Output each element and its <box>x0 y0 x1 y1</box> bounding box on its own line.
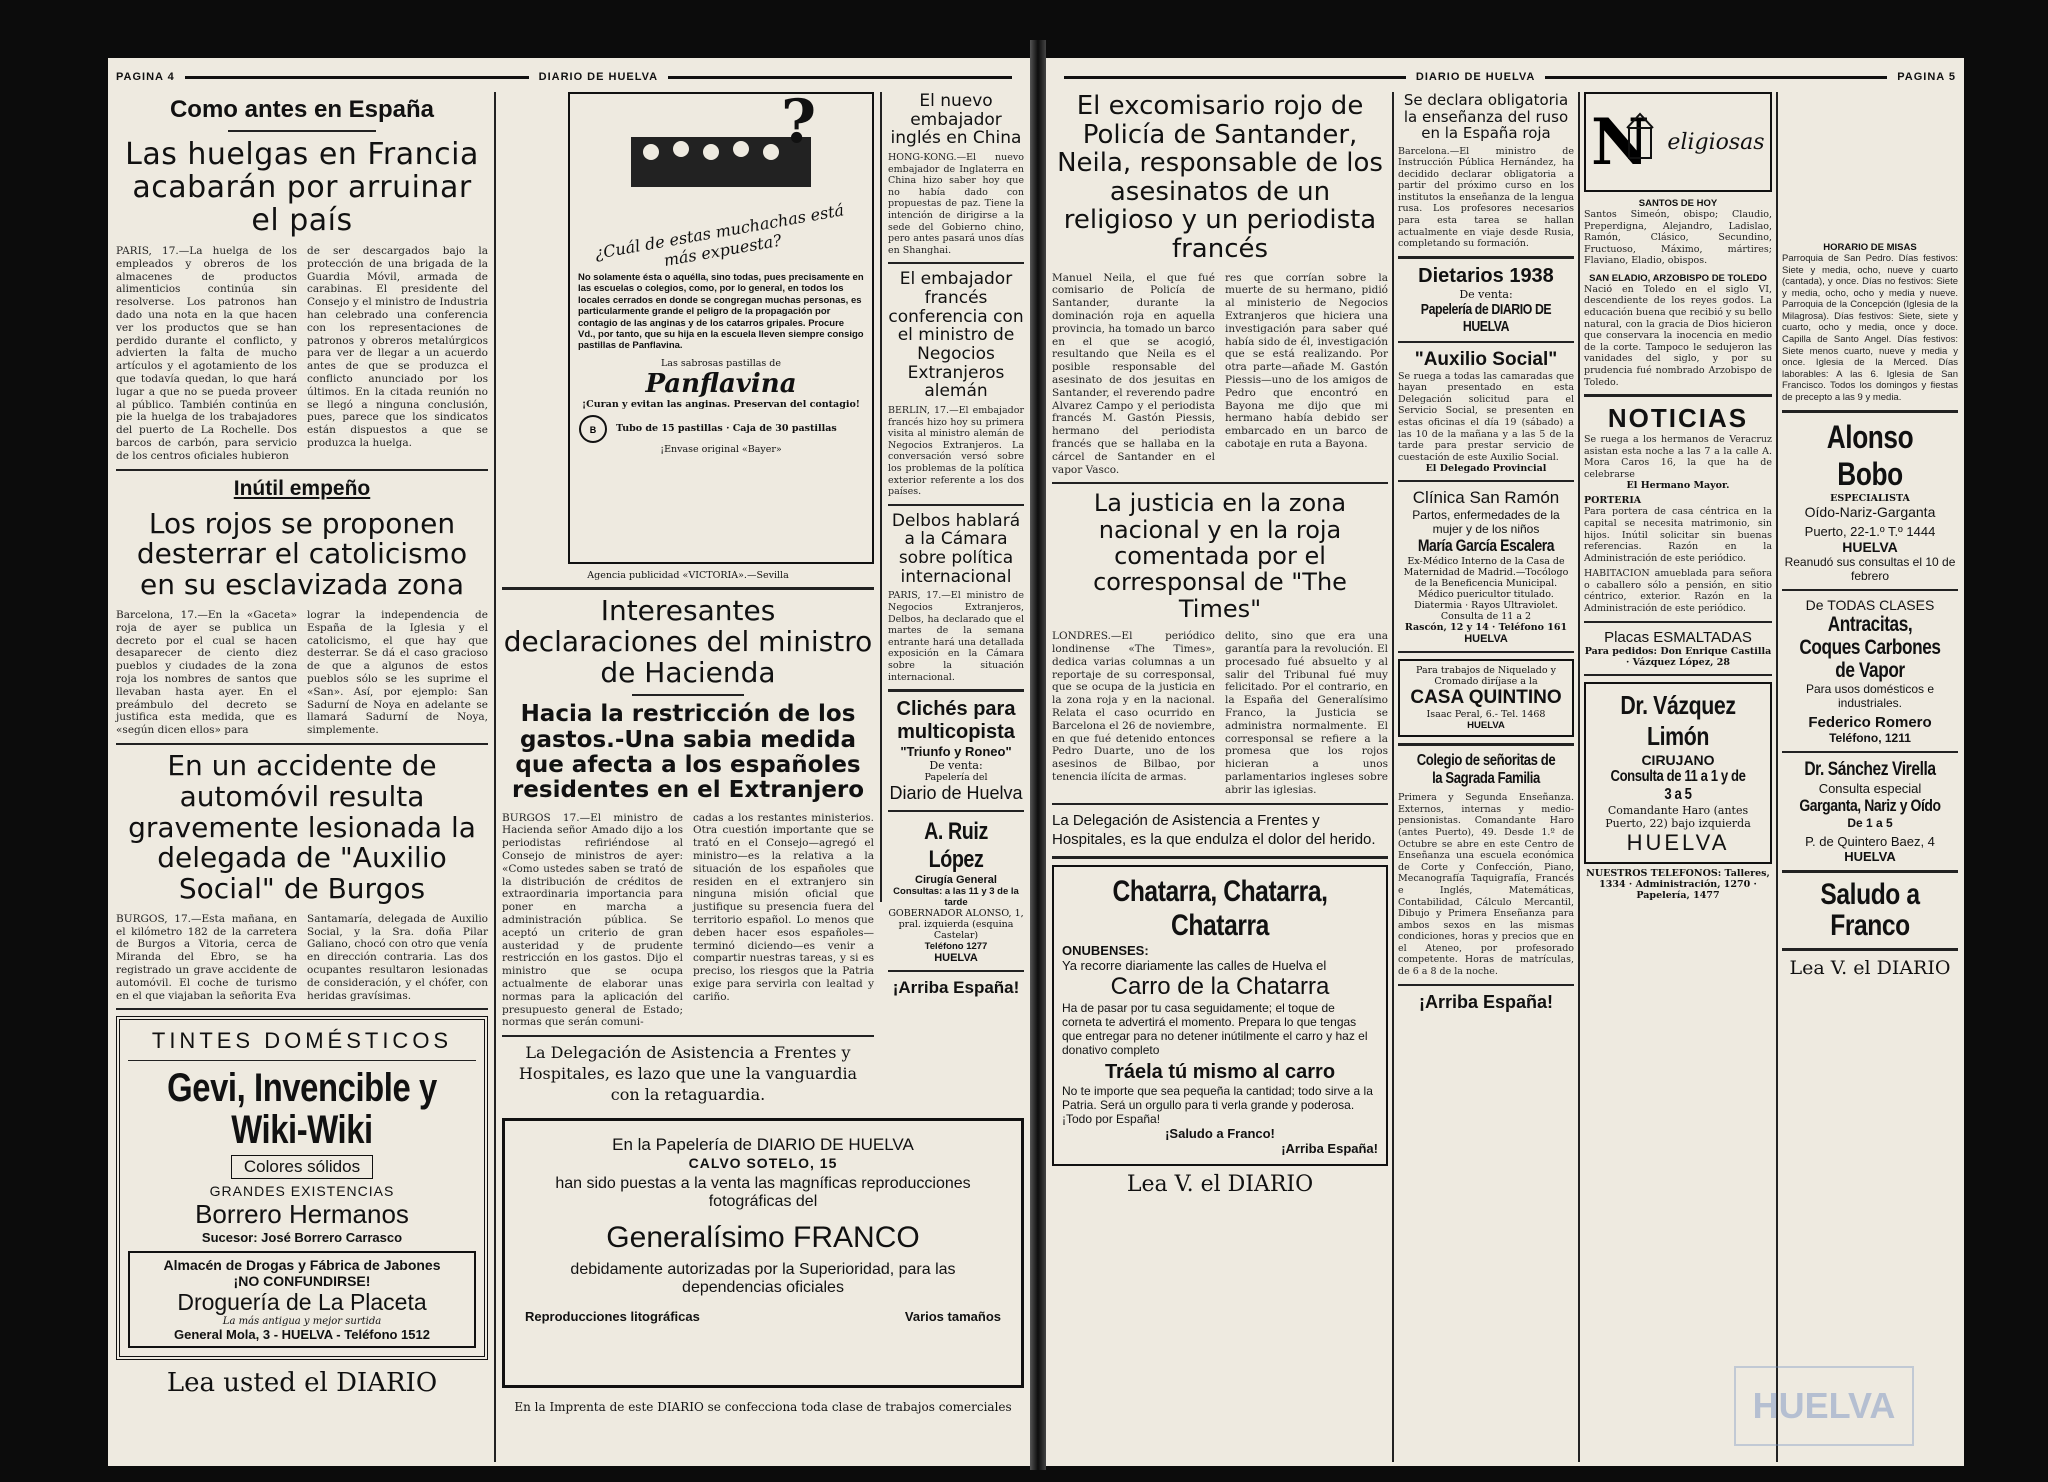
headline: Las huelgas en Francia acabarán por arruinar el país <box>125 137 479 238</box>
church-icon <box>1591 102 1661 182</box>
eladio-continued <box>1782 92 1958 242</box>
doctor-name: A. Ruiz López <box>924 818 988 874</box>
svg-text:N: N <box>1591 105 1650 180</box>
archive-watermark: HUELVA <box>1734 1366 1914 1446</box>
p5-column-1 <box>1052 92 1388 1462</box>
headline: Interesantes declaraciones del ministro de Hacienda <box>503 594 873 689</box>
headline: La justicia en la zona nacional y en la roja comentada por el corresponsal de "The Times" <box>1093 489 1347 623</box>
svg-text:?: ? <box>781 87 817 157</box>
ad-dr-sanchez-virella: Dr. Sánchez Virella Consulta especial Garganta, Nariz y Oído De 1 a 5 P. de Quintero Baez, 4 HUELVA <box>1799 758 1941 864</box>
article-body: BURGOS, 17.—Esta mañana, en el kilómetro 182 de la carretera de Burgos a Vitoria, cerca de Miranda del Ebro, se ha registrado un grave accidente de automóvil. El coche de turismo en el que viajaban la señorita Eva Santamaría, delegada de Auxilio Social, y la Sra. doña Pilar Galiano, chocó con otro que venía en dirección contraria. Las dos ocupantes resultaron lesionadas de consideración, y el chófer, con heridas gravísimas. <box>116 912 488 1002</box>
lea-diario: Lea V. el DIARIO <box>1789 956 1951 979</box>
page-5-header <box>1054 66 1956 88</box>
svg-text:B: B <box>589 424 597 435</box>
ad-carbones: De TODAS CLASES Antracitas, Coques Carbones de Vapor Para usos domésticos e industriales. Federico Romero Teléfono, 1211 <box>1799 596 1941 745</box>
ad-tintes-domesticos: TINTES DOMÉSTICOS Gevi, Invencible y Wiki-Wiki Colores sólidos GRANDES EXISTENCIAS Borrero Hermanos Sucesor: José Borrero Carrasco Almacén de Drogas y Fábrica de Jabones ¡NO CONFUNDIRSE! Droguería de La Placeta La más antigua y mejor surtida General Mola, 3 - HUELVA - Teléfono 1512 <box>116 1016 488 1360</box>
saludo-franco: Saludo a Franco <box>1820 877 1920 943</box>
ad-retratos-franco: En la Papelería de DIARIO DE HUELVA CALVO SOTELO, 15 han sido puestas a la venta las magníficas reproducciones fotográficas del Generalísimo FRANCO debidamente autorizadas por la Superioridad, para las dependencias oficiales Reproducciones litográficas Varios tamaños <box>502 1118 1024 1388</box>
headline: Los rojos se proponen desterrar el catolicismo en su esclavizada zona <box>136 506 468 602</box>
article-body: BURGOS 17.—El ministro de Hacienda señor Amado dijo a los periodistas refiriéndose al Consejo de ministros de ayer: «Como ustedes saben se trató de la distribución de créditos de extraordinaria importancia para poner en marcha a administración pública. Se aceptó un criterio de gran austeridad y de prudente restricción en los gastos. Dijo el ministro que se ocupa actualmente de elaborar unas normas para la aplicación del presupuesto general de Estado; normas que serán comuni- cadas a los restantes ministerios. Otra cuestión importante que se trató en el Consejo—agregó el ministro—es la relativa a la situación de los españoles que residen en el extranjero sin ninguna misión oficial que justifique su presencia fuera del territorio español. Lo menos que deben hacer esos españoles—terminó diciendo—es venir a compartir nuestras tareas, y si es preciso, los riesgos que la Patria exige para servirla con lealtad y cariño. <box>502 811 874 1029</box>
ad-panflavina: ? ¿Cuál de estas muchachas está más expuesta? No solamente ésta o aquélla, sino todas, pues precisamente en las escuelas o colegios, como, por lo general, en todos los locales cerrados en donde se congregan muchas personas, es particularmente grande el peligro de la propagación por contagio de las anginas y de los catarros gripales. Procure Vd., por tanto, que su hija en la escuela lleven siempre consigo pastillas de Panflavina. Las sabrosas pastillas de Panflavina ¡Curan y evitan las anginas. Preservan del contagio! B Tubo de 15 pastillas · Caja de 30 pastillas ¡Envase original «Bayer» <box>568 92 874 564</box>
page-5 <box>1046 58 1964 1466</box>
kicker: Como antes en España <box>169 96 435 123</box>
article-body: Manuel Neila, el que fué comisario de Policía de Santander, durante la dominación roja en aquella provincia, ha tomado un barco en el que se acogió, resultando que Neila es el posible responsable del asesinato de dos jesuitas en Santander, el reverendo padre Alvarez Campo y el periodista francés M. Gastón Piessis, hermano del periodista francés que se hallaba en la cárcel de Santander en el vapor Vasco. res que corrían sobre la muerte de su hermano, pidió al ministerio de Negocios Extranjeros que hiciera una investigación para saber qué había sido de él, investigación que se está realizando. Por otra parte—añade M. Gastón Piessis—uno de los amigos de Pedro que encontró en Bayona me dijo que mi hermano había debido ser embarcado en un barco de cabotaje en ruta a Bayona. <box>1052 271 1388 476</box>
subheadline: Hacia la restricción de los gastos.-Una sabia medida que afecta a los españoles residentes en el Extranjero <box>511 701 865 804</box>
headline: En un accidente de automóvil resulta gravemente lesionada la delegada de "Auxilio Social" de Burgos <box>128 748 476 906</box>
ad-brands: Gevi, Invencible y Wiki-Wiki <box>167 1066 437 1153</box>
bayer-cross-icon <box>578 414 608 444</box>
page-number: PAGINA 4 <box>116 71 175 83</box>
article-body: Barcelona, 17.—En la «Gaceta» roja de ayer se publica un decreto por el cual se hacen desaparecer de ciento diez pueblos y ciudades de la zona roja los nombres de santos que llevaban hasta ayer. En el preámbulo del decreto se justifica esta medida, que es «según dicen ellos» para lograr la independencia de España de la Iglesia y el catolicismo, el que hay que desterrar. Se dá el caso gracioso de que a algunos de estos pueblos sólo se les suprime el «San». Así, por ejemplo: San Sadurní de Noya en adelante se llamará Sadurní de Noya, simplemente. <box>116 608 488 737</box>
kicker: Inútil empeño <box>233 476 371 500</box>
page-4 <box>108 58 1030 1466</box>
p5-column-4: HORARIO DE MISAS Parroquia de San Pedro. Días festivos: Siete y media, ocho, nueve y cuarto (cantada), y once. Días no festivos: Siete y media, ocho, ocho y media y nueve. Parroquia de la Concepción (Iglesia de la Milagrosa). Días festivos: Siete, siete y cuarto, ocho y media, once y doce. Capilla de Santo Angel. Días festivos: Siete menos cuarto, nueve y media y once. Iglesia de la Merced. Días laborables: A las 6. Iglesia de San Francisco. Todos los domingos y fiestas de precepto a las 9 y media. Alonso Bobo ESPECIALISTA Oído-Nariz-Garganta Puerto, 22-1.º T.º 1444 HUELVA Reanudó sus consultas el 10 de febrero De TODAS CLASES Antracitas, Coques Carbones de Vapor Para usos domésticos e industriales. Federico Romero Teléfono, 1211 Dr. Sánchez Virella Consulta especial Garganta, Nariz y Oído De 1 a 5 P. de Quintero Baez, 4 HUELVA Saludo a Franco Lea V. el DIARIO <box>1782 92 1958 1462</box>
lea-diario: Lea usted el DIARIO <box>166 1368 438 1399</box>
binding-gutter <box>1030 40 1046 1470</box>
ad-casa-quintino: Para trabajos de Niquelado y Cromado diríjase a la CASA QUINTINO Isaac Peral, 6.- Tel. 1468 HUELVA <box>1398 659 1574 737</box>
paper-name: DIARIO DE HUELVA <box>538 71 659 83</box>
article-body: LONDRES.—El periódico londinense «The Times», dedica varias columnas a un reportaje de su corresponsal, que se ocupa de la justicia en la zona roja y en la nacional. Relata el caso ocurrido en Barcelona el 26 de noviembre, en que fué detenido entonces Pedro Duarte, uno de los asesinos de Bilbao, por tenencia ilícita de armas. delito, sino que era una garantía para la revolución. El procesado fué absuelto y al salir del Tribunal fué muy felicitado. Por el contrario, en la España del Generalísimo Franco, la Justicia se administra normalmente. El corresponsal se refiere a la promesa que los rojos hicieran a unos parlamentarios ingleses sobre abrir las iglesias. <box>1052 630 1388 796</box>
girls-illustration-icon <box>631 87 817 217</box>
p5-column-3: N eligiosas SANTOS DE HOY Santos Simeón, obispo; Claudio, Preperdigna, Alejandro, Ladislao, Ramón, Clásico, Secundino, Fructuoso, Máximo, mártires; Flaviano, Eladio, obispos. SAN ELADIO, ARZOBISPO DE TOLEDO Nació en Toledo en el siglo VI, descendiente de los reyes godos. La educación buena que recibió y su bello natural, con la gracia de Dios hicieron que conservara la inocencia en medio de la corte. Tampoco le sedujeron las vanidades del siglo, y por su prudencia fué nombrado Arzobispo de Toledo. NOTICIAS Se ruega a los hermanos de Veracruz asistan esta noche a las 7 a la calle A. Mora Caros 16, la que ha de celebrarse El Hermano Mayor. PORTERIA Para portera de casa céntrica en la capital se necesita matrimonio, sin hijos. Inútil solicitar sin buenas referencias. Razón en la Administración de este periódico. HABITACION amueblada para señora o caballero sólo a pensión, en sitio céntrico, exterior. Razón en la Administración de este periódico. Placas ESMALTADAS Para pedidos: Don Enrique Castilla · Vázquez López, 28 Dr. Vázquez Limón CIRUJANO Consulta de 11 a 1 y de 3 a 5 Comandante Haro (antes Puerto, 22) bajo izquierda HUELVA NUESTROS TELEFONOS: Talleres, 1334 · Administración, 1270 · Papelería, 1477 <box>1584 92 1772 1462</box>
delegacion-note: La Delegación de Asistencia a Frentes y Hospitales, es la que endulza el dolor del herido. <box>1052 811 1376 849</box>
ad-chatarra: Chatarra, Chatarra, Chatarra ONUBENSES: Ya recorre diariamente las calles de Huelva el Carro de la Chatarra Ha de pasar por tu casa seguidamente; el toque de corneta te advertirá el momento. Prepara lo que tengas que entregar para no detener inútilmente el carro y haz el donativo completo Tráela tú mismo al carro No te importe que sea pequeña la cantidad; todo sirve a la Patria. Será un orgullo para ti verla grande y poderosa. ¡Todo por España! ¡Saludo a Franco! ¡Arriba España! <box>1052 865 1388 1166</box>
p5-column-2: Se declara obligatoria la enseñanza del ruso en la España roja Barcelona.—El ministro de Instrucción Pública Hernández, ha decidido declarar obligatoria a partir del próximo curso en los institutos la enseñanza de la lengua rusa. Los profesores necesarios para esta tarea se hallan actualmente en viaje desde Rusia, completando su formación. Dietarios 1938 De venta: Papelería de DIARIO DE HUELVA "Auxilio Social" Se ruega a todas las camaradas que hayan presentado en esta Delegación solicitud para el Servicio Social, se presenten en estas oficinas el día 19 (sábado) a las 10 de la mañana y a las 5 de la tarde para prestar servicio de cuestación de este Auxilio Social. El Delegado Provincial Clínica San Ramón Partos, enfermedades de la mujer y de los niños María García Escalera Ex-Médico Interno de la Casa de Maternidad de Madrid.—Tocólogo de la Beneficencia Municipal. Médico puericultor titulado. Diatermia · Rayos Ultraviolet. Consulta de 11 a 2 Rascón, 12 y 14 · Teléfono 161 HUELVA Para trabajos de Niquelado y Cromado diríjase a la CASA QUINTINO Isaac Peral, 6.- Tel. 1468 HUELVA Colegio de señoritas de la Sagrada Familia Primera y Segunda Enseñanza. Externos, internas y medio-pensionistas. Comandante Haro (antes Puerto), 49. Desde 1.º de Octubre se abre en este Centro de Enseñanza una escuela económica de Corte y Confección, Piano, Mecanografía Taquigrafía, Francés e Inglés, Matemáticas, Contabilidad, Cálculo Mercantil, Dibujo y Primera Enseñanza para ambos sexos en las mismas condiciones, horas y precios que en el Ateneo, por profesorado competente. Horas de matrículas, de 6 a 8 de la noche. ¡Arriba España! <box>1398 91 1574 1012</box>
lea-diario: Lea V. el DIARIO <box>1126 1171 1314 1197</box>
p4-column-3: El nuevo embajador inglés en China HONG-KONG.—El nuevo embajador de Inglaterra en China hizo saber hoy que no había dado con propuestas de paz. Tiene la intención de dirigirse a la sede del Gobierno chino, pero antes pasará unos días en Shanghai. El embajador francés conferencia con el ministro de Negocios Extranjeros alemán BERLIN, 17.—El embajador francés hizo hoy su primera visita al ministro alemán de Negocios Extranjeros. La conversación versó sobre los problemas de la política exterior referente a los dos países. Delbos hablará a la Cámara sobre política internacional PARIS, 17.—El ministro de Negocios Extranjeros, Delbos, ha declarado que el martes de la semana entrante hará una detallada exposición en la Cámara sobre la situación internacional. Clichés para multicopista "Triunfo y Roneo" De venta: Papelería del Diario de Huelva A. Ruiz López Cirugía General Consultas: a las 11 y 3 de la tarde GOBERNADOR ALONSO, 1, pral. izquierda (esquina Castelar) Teléfono 1277 HUELVA ¡Arriba España! <box>888 91 1024 998</box>
page-number: PAGINA 5 <box>1897 71 1957 83</box>
brand-panflavina: Panflavina <box>645 368 797 399</box>
ad-alonso-bobo: Alonso Bobo ESPECIALISTA Oído-Nariz-Garganta Puerto, 22-1.º T.º 1444 HUELVA Reanudó sus consultas el 10 de febrero <box>1784 418 1956 583</box>
headline: El excomisario rojo de Policía de Santander, Neila, responsable de los asesinatos de un religioso y un periodista francés <box>1057 91 1383 264</box>
article-body: PARIS, 17.—La huelga de los empleados y obreros de los almacenes de productos alimenticios continúa sin resolverse. Los patronos han dado una nota en la que hacen ver los productos que se han perdido durante el conflicto, y advierten la falta de mucho artículos y el agotamiento de los que todavía quedan, lo que hará lugar a que no se pueda proveer al público. También continúa en pie la huelga de los trabajadores del puerto de La Rochelle. Dos barcos de carbón, para servicio de los centros oficiales hubieron de ser descargados bajo la protección de una brigada de la Guardia Móvil, armada de carabinas. El presidente del Consejo y el ministro de Industria han celebrado una conferencia con los representaciones de patronos y obreros metalúrgicos para ver de llegar a un acuerdo antes de que se produzca el conflicto anunciado por los últimos. En la citada reunión no se llegó a ninguna conclusión, pues, parece que los sindicatos están dispuestos a que se produzca la huelga. <box>116 245 488 462</box>
p4-column-2: ? ¿Cuál de estas muchachas está más expuesta? No solamente ésta o aquélla, sino todas, pues precisamente en las escuelas o colegios, como, por lo general, en todos los locales cerrados en donde se congregan muchas personas, es particularmente grande el peligro de la propagación por contagio de las anginas y de los catarros gripales. Procure Vd., por tanto, que su hija en la escuela lleven siempre consigo pastillas de Panflavina. Las sabrosas pastillas de Panflavina ¡Curan y evitan las anginas. Preservan del contagio! B Tubo de 15 pastillas · Caja de 30 pastillas ¡Envase original «Bayer» Agencia publicidad «VICTORIA».—Sevilla Interesantes declaraciones del ministro de Hacienda Hacia la restricción de los gastos.-Una sabia medida que afecta a los españoles residentes en el Extranjero BURGOS 17.—El ministro de Hacienda señor Amado dijo a los periodistas refiriéndose al Consejo de ministros de ayer: «Como ustedes saben se trató de la distribución de créditos de extraordinaria importancia para poner en marcha a administración pública. Se aceptó un criterio de gran austeridad y de prudente restricción en los gastos. Dijo el ministro que se ocupa actualmente de elaborar unas normas para la aplicación del presupuesto general de Estado; normas que serán comuni- cadas a los restantes ministerios. Otra cuestión importante que se trató en el Consejo—agregó el ministro—es la relativa a la situación de los españoles que residen en el extranjero sin ninguna misión oficial que justifique su presencia fuera del territorio español. Lo menos que deben hacer esos españoles—terminó diciendo—es venir a compartir nuestras tareas, y si es preciso, los riesgos que la Patria exige para servirla con lealtad y cariño. La Delegación de Asistencia a Frentes y Hospitales, es lazo que une la vanguardia con la retaguardia. <box>502 87 874 1104</box>
imprenta-note: En la Imprenta de este DIARIO se confecciona toda clase de trabajos comerciales <box>514 1400 1012 1414</box>
p4-column-1 <box>116 92 488 1462</box>
page-4-header <box>116 66 1022 88</box>
notas-religiosas-logo: N eligiosas <box>1584 92 1772 192</box>
delegacion-note: La Delegación de Asistencia a Frentes y Hospitales, es lazo que une la vanguardia con la retaguardia. <box>518 1043 858 1104</box>
ad-dr-vazquez-limon: Dr. Vázquez Limón CIRUJANO Consulta de 11 a 1 y de 3 a 5 Comandante Haro (antes Puerto, 22) bajo izquierda HUELVA <box>1584 682 1772 864</box>
franco-title: Generalísimo FRANCO <box>606 1221 920 1254</box>
paper-name: DIARIO DE HUELVA <box>1415 71 1536 83</box>
